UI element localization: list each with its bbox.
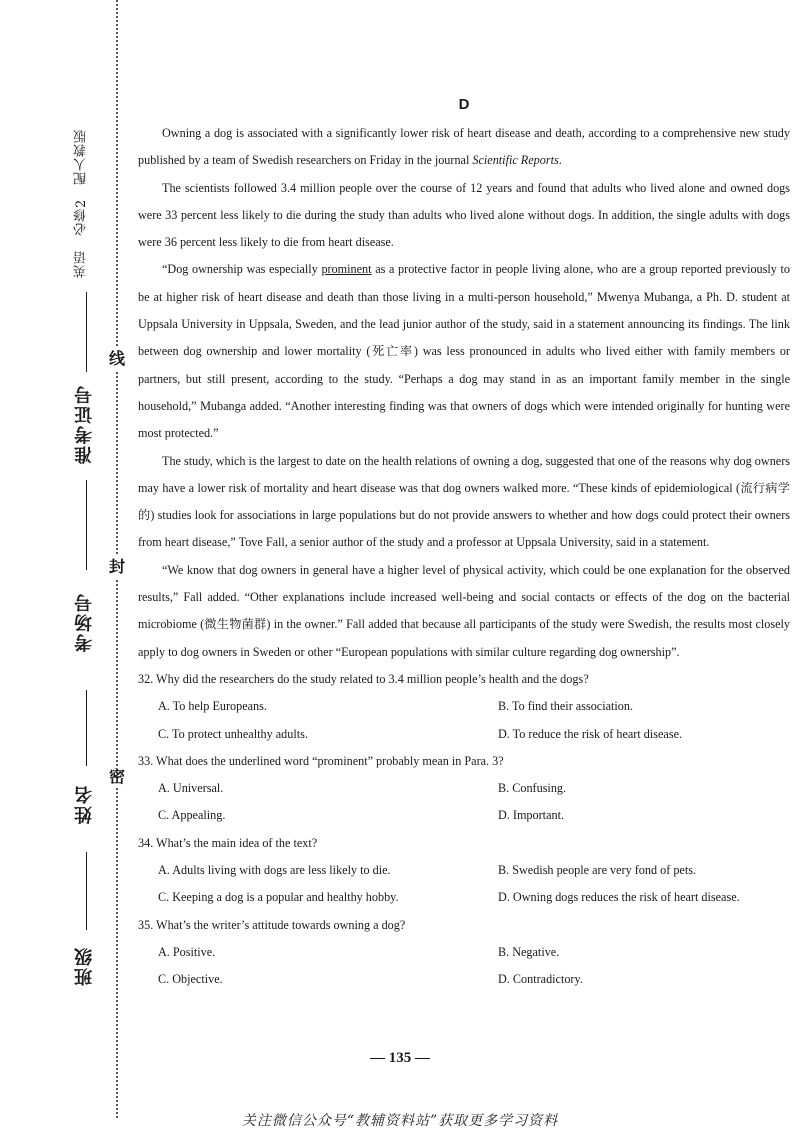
question-35-stem: 35. What’s the writer’s attitude towards owning a dog? xyxy=(138,917,406,932)
question-34-options xyxy=(138,857,790,912)
exam-room-field-label: 考场号 xyxy=(74,592,95,652)
paragraph-2: The scientists followed 3.4 million people over the course of 12 years and found that adults who lived alone and owned dogs were 33 percent less likely to die during the study than adults who lived alone without dogs. In addition, the single adults with dogs were 36 percent less likely to die from heart disease. xyxy=(138,180,790,250)
page-number: — 135 — xyxy=(370,1050,430,1066)
name-field-label: 姓名 xyxy=(74,784,95,824)
book-info: 英语 必修2 配人教版 xyxy=(74,128,89,278)
option: D. Owning dogs reduces the risk of heart disease. xyxy=(498,890,740,905)
footer-note: 关注微信公众号“教辅资料站”获取更多学习资料 xyxy=(241,1113,559,1129)
paragraph-3: “Dog ownership was especially prominent as a protective factor in people living alone, who are a group reported previously to be at higher risk of heart disease and death than those living in a multi-person household,” Mwenya Mubanga, a Ph. D. student at Uppsala University in Uppsala, Sweden, and the lead junior author of the study, said in a statement announcing its findings. The link between dog ownership and lower mortality (死亡率) was less pronounced in adults who lived either with family members or partners, but still present, according to the study. “Perhaps a dog may stand in as an important family member in the single household,” Mubanga added. “Another interesting finding was that owners of dogs which were intended originally for hunting were most protected.” xyxy=(138,262,790,441)
paragraph-5: “We know that dog owners in general have a higher level of physical activity, which could be one explanation for the observed results,” Fall added. “Other explanations include increased well-being and social contacts or effects of the dog on the bacterial microbiome (微生物菌群) in the owner.” Fall added that because all participants of the study were Swedish, the results most closely apply to dog owners in Sweden or other “European populations with similar culture regarding dog ownership”. xyxy=(138,562,790,659)
option: C. Appealing. xyxy=(158,808,226,823)
class-field-label: 班级 xyxy=(74,946,95,986)
option: B. Swedish people are very fond of pets. xyxy=(498,863,696,878)
option: B. Confusing. xyxy=(498,781,567,796)
option: A. Adults living with dogs are less likely to die. xyxy=(158,863,391,878)
option: A. Universal. xyxy=(158,781,224,796)
option: D. Contradictory. xyxy=(498,972,583,987)
option: A. To help Europeans. xyxy=(158,699,267,714)
secret-label: 密 xyxy=(106,766,128,788)
class-line xyxy=(86,852,87,930)
option: B. Negative. xyxy=(498,944,560,959)
question-33-stem: 33. What does the underlined word “prominent” probably mean in Para. 3? xyxy=(138,753,504,768)
paragraph-4: The study, which is the largest to date on the health relations of owning a dog, suggested that one of the reasons why dog owners may have a lower risk of mortality and heart disease was that dog owners walked more. “These kinds of epidemiological (流行病学的) studies look for associations in large populations but do not provide answers to whether and how dogs could protect their owners from heart disease,” Tove Fall, a senior author of the study and a professor at Uppsala University, said in a statement. xyxy=(138,453,790,550)
option: D. To reduce the risk of heart disease. xyxy=(498,726,683,741)
seal-label: 封 xyxy=(106,556,128,578)
option: C. Objective. xyxy=(158,972,223,987)
page-content xyxy=(138,92,790,994)
journal-name: Scientific Reports xyxy=(472,153,559,168)
name-line xyxy=(86,690,87,766)
option: D. Important. xyxy=(498,808,565,823)
section-title: D xyxy=(458,96,470,113)
exam-room-line xyxy=(86,480,87,570)
question-32-options xyxy=(138,693,790,748)
line-label: 线 xyxy=(106,348,128,370)
question-34-stem: 34. What’s the main idea of the text? xyxy=(138,835,318,850)
question-32-stem: 32. Why did the researchers do the study related to 3.4 million people’s health and the dogs? xyxy=(138,671,589,686)
question-35-options xyxy=(138,939,790,994)
option: C. To protect unhealthy adults. xyxy=(158,726,308,741)
option: A. Positive. xyxy=(158,944,216,959)
option: C. Keeping a dog is a popular and healthy hobby. xyxy=(158,890,399,905)
question-33-options xyxy=(138,775,790,830)
underlined-word: prominent xyxy=(321,262,372,277)
exam-number-field-label: 准考证号 xyxy=(74,384,95,464)
option: B. To find their association. xyxy=(498,699,633,714)
paragraph-1: Owning a dog is associated with a significantly lower risk of heart disease and death, according to a comprehensive new study published by a team of Swedish researchers on Friday in the journal Scientific Reports. xyxy=(138,126,790,168)
exam-number-line xyxy=(86,292,87,372)
